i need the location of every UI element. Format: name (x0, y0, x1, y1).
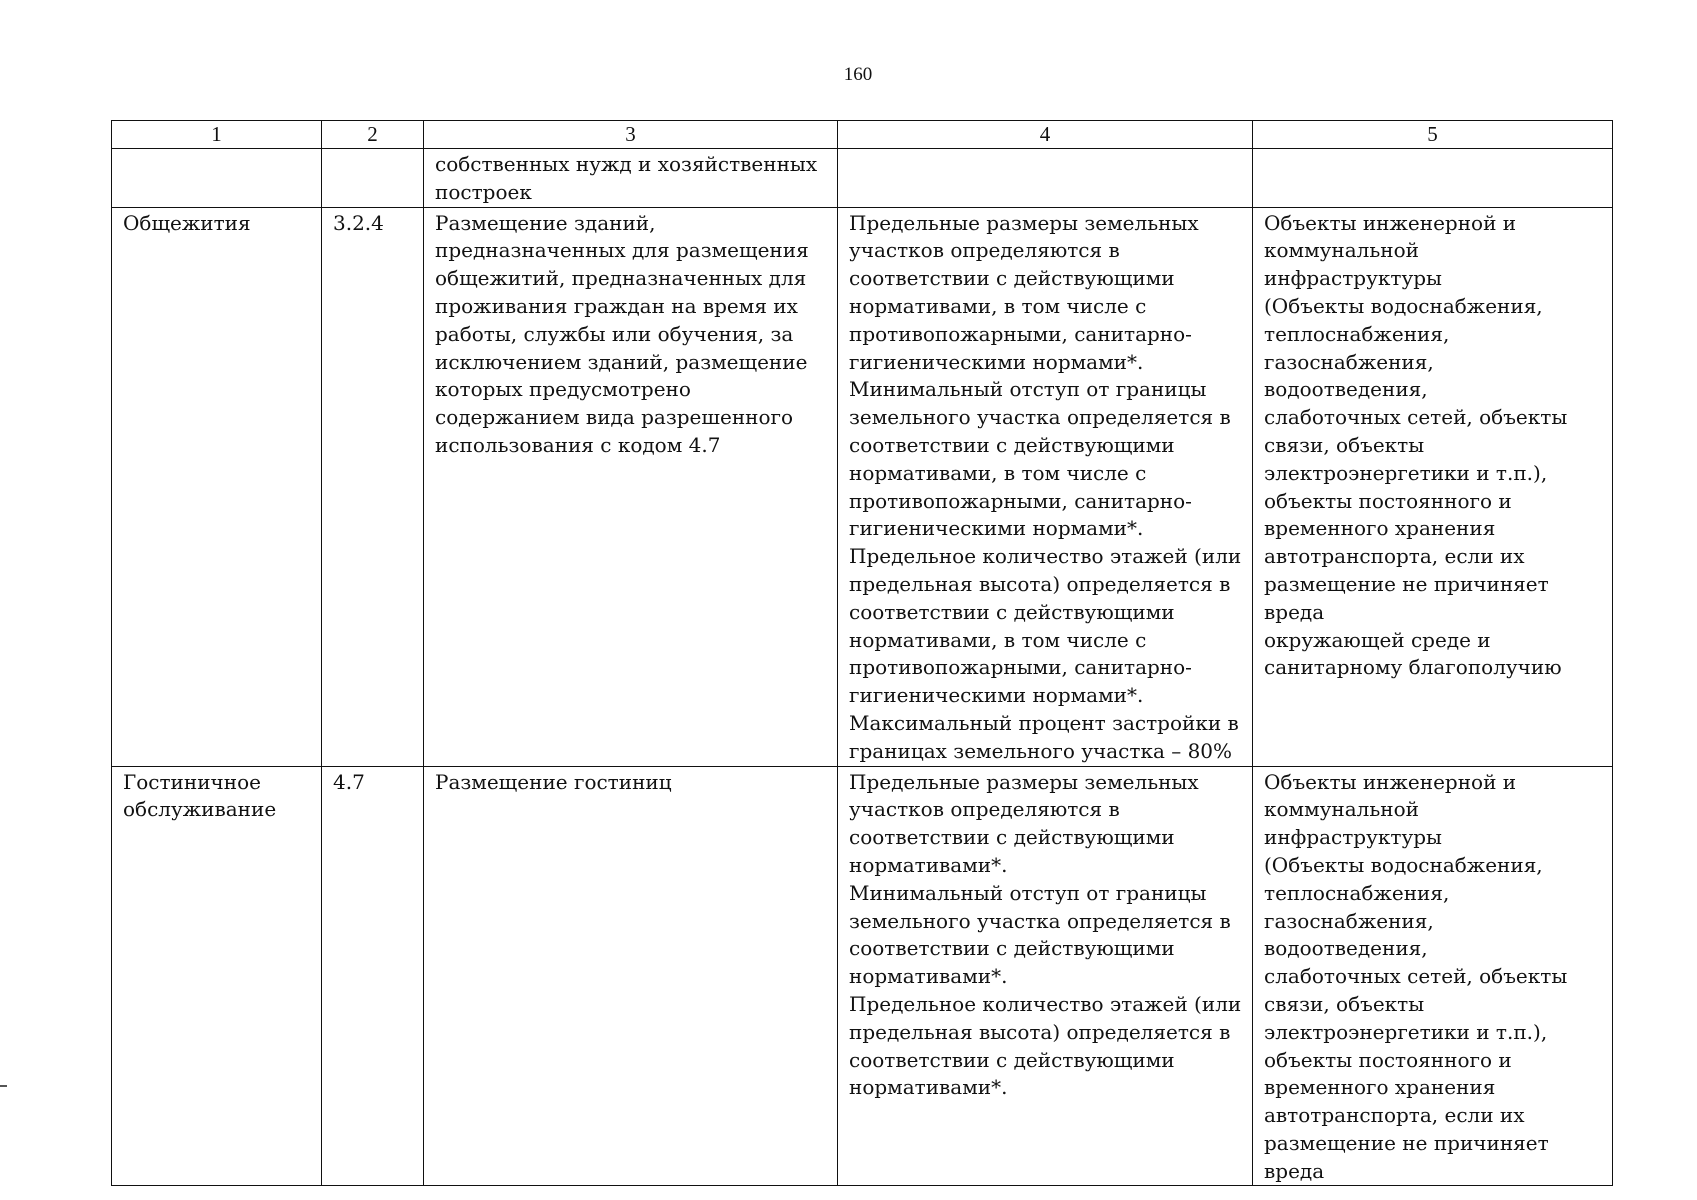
row-description: Размещение зданий, предназначенных для размещения общежитий, предназначенных для проживания граждан на время их работы, службы или обучения, за исключением зданий, размещение которых предусмотрено содержанием вида разрешенного использования с кодом 4.7 (435, 210, 809, 457)
row-name: Гостиничное обслуживание (123, 769, 277, 822)
table-row (112, 207, 1613, 766)
table-header-row (112, 121, 1613, 149)
row-code: 3.2.4 (333, 210, 384, 235)
row-description: собственных нужд и хозяйственных построек (435, 152, 818, 204)
row-name-cell (112, 149, 322, 208)
row-auxiliary-cell (1253, 766, 1613, 1186)
row-code-cell (322, 207, 424, 766)
row-parameters: Предельные размеры земельных участков определяются в соответствии с действующими нормативами, в том числе с противопожарными, санитарно- гигиеническими нормами*. Минимальный отступ от границы земельного участка определяется в соответствии с действующими нормативами, в том числе с противопожарными, санитарно- гигиеническими нормами*. Предельное количество этажей (или предельная высота) определяется в соответствии с действующими нормативами, в том числе с противопожарными, санитарно- гигиеническими нормами*. Максимальный процент застройки в границах земельного участка – 80% (849, 210, 1242, 763)
row-auxiliary-cell (1253, 207, 1613, 766)
row-description-cell (424, 766, 838, 1186)
row-name-cell (112, 207, 322, 766)
column-header: 1 (112, 121, 322, 149)
row-auxiliary-cell (1253, 149, 1613, 208)
zoning-table (111, 120, 1613, 1186)
row-parameters-cell (838, 207, 1253, 766)
table-row (112, 766, 1613, 1186)
row-parameters-cell (838, 149, 1253, 208)
column-header: 5 (1253, 121, 1613, 149)
table-row (112, 149, 1613, 208)
column-header: 3 (424, 121, 838, 149)
row-code: 4.7 (333, 769, 365, 794)
row-name-cell (112, 766, 322, 1186)
row-description-cell (424, 149, 838, 208)
column-header: 4 (838, 121, 1253, 149)
row-name: Общежития (123, 210, 251, 235)
row-parameters: Предельные размеры земельных участков определяются в соответствии с действующими нормативами*. Минимальный отступ от границы земельного участка определяется в соответствии с действующими нормативами*. Предельное количество этажей (или предельная высота) определяется в соответствии с действующими нормативами*. (849, 769, 1242, 1100)
page-number: 160 (843, 64, 873, 85)
row-code-cell (322, 766, 424, 1186)
row-description: Размещение гостиниц (435, 769, 672, 794)
row-auxiliary: Объекты инженерной и коммунальной инфраструктуры (Объекты водоснабжения, теплоснабжения, газоснабжения, водоотведения, слаботочных сетей, объекты связи, объекты электроэнергетики и т.п.), объекты постоянного и временного хранения автотранспорта, если их размещение не причиняет вреда (1264, 769, 1568, 1183)
row-description-cell (424, 207, 838, 766)
row-parameters-cell (838, 766, 1253, 1186)
scan-mark (0, 1085, 7, 1087)
column-header: 2 (322, 121, 424, 149)
row-auxiliary: Объекты инженерной и коммунальной инфраструктуры (Объекты водоснабжения, теплоснабжения, газоснабжения, водоотведения, слаботочных сетей, объекты связи, объекты электроэнергетики и т.п.), объекты постоянного и временного хранения автотранспорта, если их размещение не причиняет вреда окружающей среде и санитарному благополучию (1264, 210, 1568, 680)
row-code-cell (322, 149, 424, 208)
